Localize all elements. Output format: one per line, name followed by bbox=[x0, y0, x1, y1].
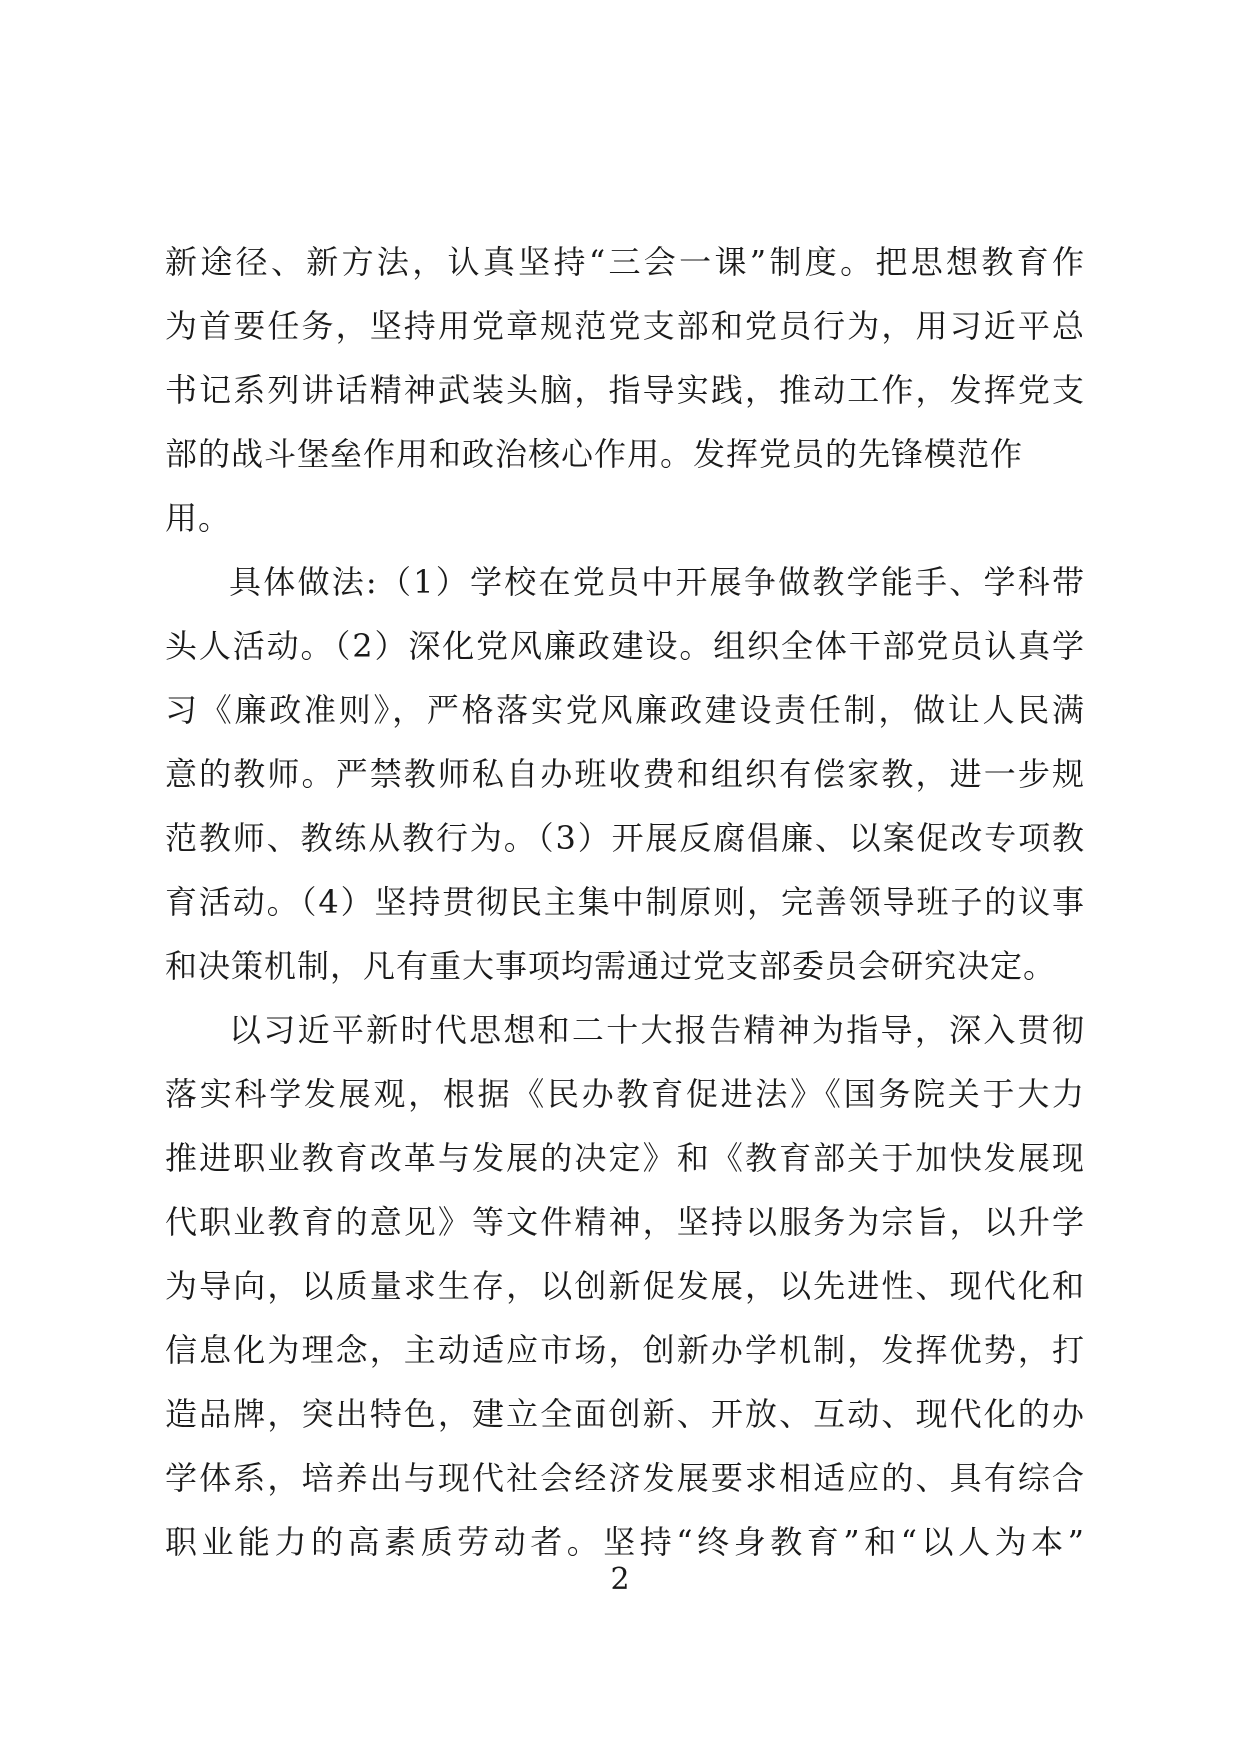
text-line: 范教师、教练从教行为。（3）开展反腐倡廉、以案促改专项教 bbox=[165, 819, 1085, 857]
text-line: 落实科学发展观，根据《民办教育促进法》《国务院关于大力 bbox=[165, 1075, 1085, 1113]
text-line: 为导向，以质量求生存，以创新促发展，以先进性、现代化和 bbox=[165, 1267, 1085, 1305]
text-line: 推进职业教育改革与发展的决定》和《教育部关于加快发展现 bbox=[165, 1139, 1085, 1177]
text-line: 造品牌，突出特色，建立全面创新、开放、互动、现代化的办 bbox=[165, 1395, 1085, 1433]
text-line: 为首要任务，坚持用党章规范党支部和党员行为，用习近平总 bbox=[165, 307, 1085, 345]
text-line: 部的战斗堡垒作用和政治核心作用。发挥党员的先锋模范作 bbox=[165, 435, 1024, 473]
text-line: 具体做法:（1）学校在党员中开展争做教学能手、学科带 bbox=[229, 563, 1085, 601]
text-line: 和决策机制，凡有重大事项均需通过党支部委员会研究决定。 bbox=[165, 947, 1057, 985]
text-line: 学体系，培养出与现代社会经济发展要求相适应的、具有综合 bbox=[165, 1459, 1085, 1497]
text-line: 代职业教育的意见》等文件精神，坚持以服务为宗旨，以升学 bbox=[165, 1203, 1085, 1241]
text-line: 书记系列讲话精神武装头脑，指导实践，推动工作，发挥党支 bbox=[165, 371, 1085, 409]
text-line: 职业能力的高素质劳动者。坚持“终身教育”和“以人为本” bbox=[165, 1523, 1085, 1561]
text-line: 新途径、新方法，认真坚持“三会一课”制度。把思想教育作 bbox=[165, 243, 1085, 281]
text-line: 信息化为理念，主动适应市场，创新办学机制，发挥优势，打 bbox=[165, 1331, 1085, 1369]
body-text bbox=[165, 230, 1085, 1574]
text-line: 头人活动。（2）深化党风廉政建设。组织全体干部党员认真学 bbox=[165, 627, 1085, 665]
text-line: 以习近平新时代思想和二十大报告精神为指导，深入贯彻 bbox=[229, 1011, 1085, 1049]
text-line: 习《廉政准则》，严格落实党风廉政建设责任制，做让人民满 bbox=[165, 691, 1085, 729]
text-line: 育活动。（4）坚持贯彻民主集中制原则，完善领导班子的议事 bbox=[165, 883, 1085, 921]
page-number: 2 bbox=[610, 1562, 630, 1597]
text-line: 意的教师。严禁教师私自办班收费和组织有偿家教，进一步规 bbox=[165, 755, 1085, 793]
paragraph-3 bbox=[165, 998, 1085, 1574]
text-line: 用。 bbox=[165, 499, 232, 537]
paragraph-2 bbox=[165, 550, 1085, 998]
paragraph-1 bbox=[165, 230, 1085, 550]
